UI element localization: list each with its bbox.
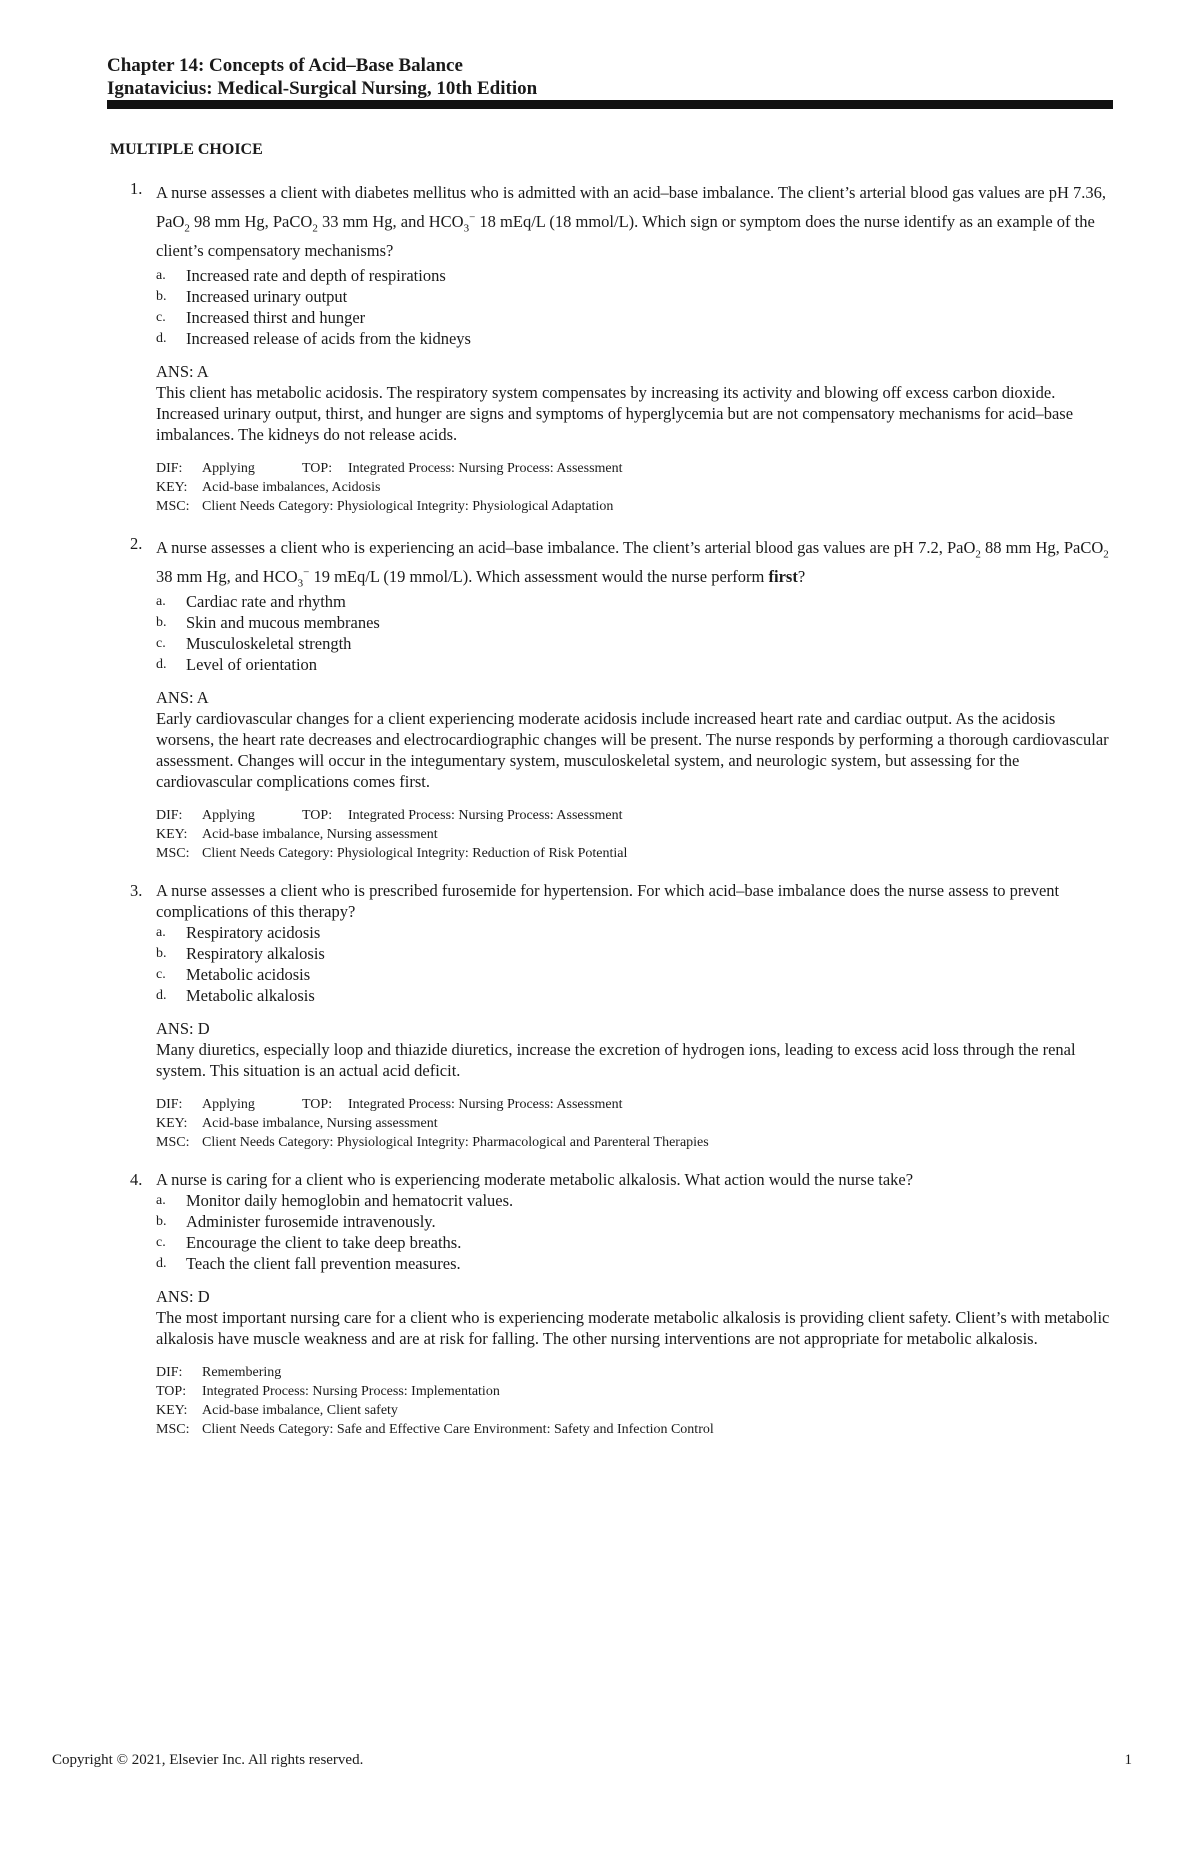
option-d: d. Increased release of acids from the kidneys	[156, 329, 471, 348]
copyright-text: Copyright © 2021, Elsevier Inc. All rights reserved.	[52, 1752, 364, 1768]
option-c: c. Metabolic acidosis	[156, 965, 311, 984]
option-c: c. Encourage the client to take deep breaths.	[156, 1233, 462, 1252]
option-list	[156, 1190, 1110, 1274]
question-metadata: DIF: Applying TOP: Integrated Process: Nursing Process: Assessment KEY: Acid-base imbalance, Nursing assessment MSC: Client Needs Category: Physiological Integrity: Reduction of Risk Potential	[156, 808, 628, 861]
option-list	[156, 265, 1110, 349]
question-stem: A nurse assesses a client with diabetes mellitus who is admitted with an acid–base imbalance. The client’s arterial blood gas values are pH 7.36, PaO$_2$ 98 mm Hg, PaCO$_2$ 33 mm Hg, and $HCO_3^-$ 18 mEq/L (18 mmol/L). Which sign or symptom does the nurse identify as an example of the client’s compensatory mechanisms?	[156, 183, 1107, 260]
answer-label: ANS: A	[156, 362, 209, 381]
header-rule	[107, 100, 1113, 109]
answer-label: ANS: D	[156, 1019, 210, 1038]
chapter-title: Chapter 14: Concepts of Acid–Base Balance	[107, 55, 463, 76]
question-number: 4.	[130, 1170, 143, 1189]
question-4	[110, 1169, 1110, 1439]
answer-label: ANS: A	[156, 688, 209, 707]
question-stem: A nurse assesses a client who is experiencing an acid–base imbalance. The client’s arterial blood gas values are pH 7.2, PaO$_2$ 88 mm Hg, PaCO$_2$ 38 mm Hg, and $HCO_3^-$ 19 mEq/L (19 mmol/L). Which assessment would the nurse perform first?	[156, 538, 1109, 590]
answer-label: ANS: D	[156, 1287, 210, 1306]
option-d: d. Teach the client fall prevention measures.	[156, 1254, 461, 1273]
option-b: b. Skin and mucous membranes	[156, 613, 380, 632]
option-d: d. Metabolic alkalosis	[156, 986, 315, 1005]
book-title: Ignatavicius: Medical-Surgical Nursing, 10th Edition	[107, 78, 538, 99]
option-b: b. Increased urinary output	[156, 287, 348, 306]
page-footer	[52, 1752, 1132, 1769]
option-b: b. Respiratory alkalosis	[156, 944, 325, 963]
rationale-text: Early cardiovascular changes for a client experiencing moderate acidosis include increased heart rate and cardiac output. As the acidosis worsens, the heart rate decreases and electrocardiographic changes will be present. The nurse responds by performing a thorough cardiovascular assessment. Changes will occur in the integumentary system, musculoskeletal system, and neurologic system, but assessing for the cardiovascular complications comes first.	[156, 709, 1109, 791]
rationale-text: This client has metabolic acidosis. The respiratory system compensates by increasing its activity and blowing off excess carbon dioxide. Increased urinary output, thirst, and hunger are signs and symptoms of hyperglycemia but are not compensatory mechanisms for acid–base imbalances. The kidneys do not release acids.	[156, 383, 1074, 444]
question-metadata: DIF: Remembering TOP: Integrated Process: Nursing Process: Implementation KEY: Acid-base imbalance, Client safety MSC: Client Needs Category: Safe and Effective Care Environment: Safety and Infection Control	[156, 1365, 714, 1437]
option-d: d. Level of orientation	[156, 655, 318, 674]
option-c: c. Increased thirst and hunger	[156, 308, 366, 327]
option-list	[156, 922, 1110, 1006]
question-metadata: DIF: Applying TOP: Integrated Process: Nursing Process: Assessment KEY: Acid-base imbalance, Nursing assessment MSC: Client Needs Category: Physiological Integrity: Pharmacological and Parenteral Therapies	[156, 1097, 709, 1150]
option-a: a. Cardiac rate and rhythm	[156, 592, 346, 611]
question-number: 1.	[130, 179, 143, 198]
rationale-text: Many diuretics, especially loop and thiazide diuretics, increase the excretion of hydrogen ions, leading to excess acid loss through the renal system. This situation is an actual acid deficit.	[156, 1040, 1076, 1080]
question-1	[110, 178, 1110, 516]
question-2	[110, 533, 1110, 863]
section-heading: MULTIPLE CHOICE	[110, 141, 263, 158]
option-b: b. Administer furosemide intravenously.	[156, 1212, 436, 1231]
page-number: 1	[1124, 1752, 1132, 1768]
question-stem: A nurse assesses a client who is prescribed furosemide for hypertension. For which acid–base imbalance does the nurse assess to prevent complications of this therapy?	[156, 881, 1060, 921]
rationale-text: The most important nursing care for a client who is experiencing moderate metabolic alkalosis is providing client safety. Client’s with metabolic alkalosis have muscle weakness and are at risk for falling. The other nursing interventions are not appropriate for metabolic alkalosis.	[156, 1308, 1110, 1348]
option-a: a. Respiratory acidosis	[156, 923, 321, 942]
option-a: a. Monitor daily hemoglobin and hematocrit values.	[156, 1191, 514, 1210]
option-list	[156, 591, 1110, 675]
option-a: a. Increased rate and depth of respirations	[156, 266, 446, 285]
question-list	[110, 178, 1110, 1456]
document-header	[107, 54, 1113, 100]
question-metadata: DIF: Applying TOP: Integrated Process: Nursing Process: Assessment KEY: Acid-base imbalances, Acidosis MSC: Client Needs Category: Physiological Integrity: Physiological Adaptation	[156, 461, 623, 514]
question-number: 3.	[130, 881, 143, 900]
question-stem: A nurse is caring for a client who is experiencing moderate metabolic alkalosis. What action would the nurse take?	[156, 1170, 914, 1189]
question-number: 2.	[130, 534, 143, 553]
option-c: c. Musculoskeletal strength	[156, 634, 352, 653]
question-3	[110, 880, 1110, 1152]
